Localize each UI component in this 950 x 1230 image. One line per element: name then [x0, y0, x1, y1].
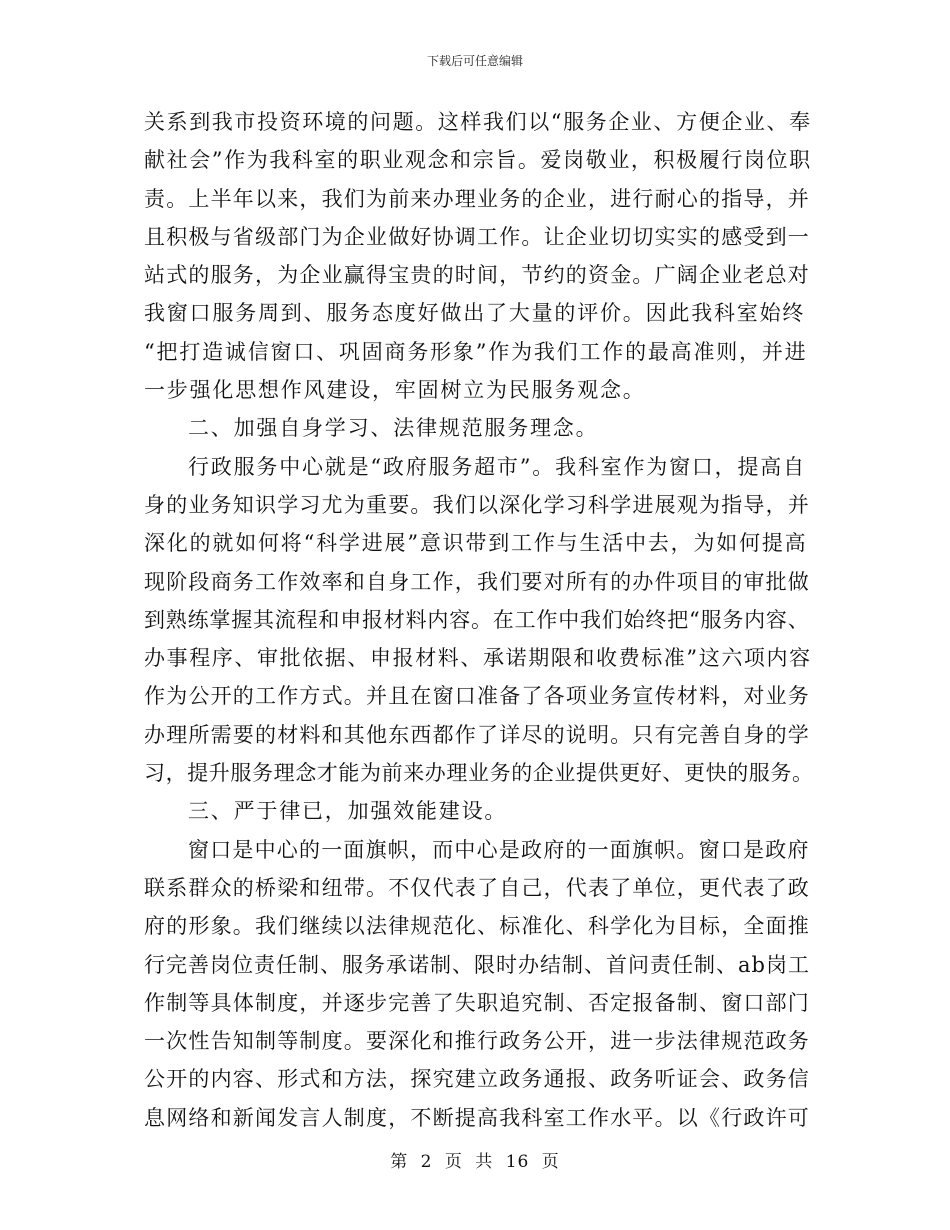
text-line: 身的业务知识学习尤为重要。我们以深化学习科学进展观为指导，并 — [144, 492, 810, 517]
text-line: 且积极与省级部门为企业做好协调工作。让企业切切实实的感受到一 — [144, 224, 810, 249]
text-line: 责。上半年以来，我们为前来办理业务的企业，进行耐心的指导，并 — [144, 186, 810, 211]
text-line: 联系群众的桥梁和纽带。不仅代表了自己，代表了单位，更代表了政 — [144, 875, 810, 900]
text-line: 息网络和新闻发言人制度，不断提高我科室工作水平。以《行政许可 — [144, 1105, 810, 1130]
document-body — [144, 103, 814, 1137]
text-line: 作制等具体制度，并逐步完善了失职追究制、否定报备制、窗口部门 — [144, 990, 810, 1015]
footer-total-pages: 16 — [505, 1152, 530, 1172]
text-line: 深化的就如何将“科学进展”意识带到工作与生活中去，为如何提高 — [144, 531, 808, 556]
text-line: 三、严于律已，加强效能建设。 — [188, 799, 508, 824]
text-line: 到熟练掌握其流程和申报材料内容。在工作中我们始终把“服务内容、 — [144, 607, 810, 632]
footer-page-word: 页 — [444, 1152, 463, 1172]
text-line: 习，提升服务理念才能为前来办理业务的企业提供更好、更快的服务。 — [144, 761, 814, 786]
page-footer — [0, 1151, 950, 1173]
footer-page-number: 2 — [420, 1152, 433, 1172]
text-line: 办事程序、审批依据、申报材料、承诺期限和收费标准”这六项内容 — [144, 646, 812, 671]
text-line: 关系到我市投资环境的问题。这样我们以“服务企业、方便企业、奉 — [144, 110, 812, 134]
text-line: 行完善岗位责任制、服务承诺制、限时办结制、首问责任制、ab岗工 — [144, 952, 810, 977]
footer-suffix: 页 — [541, 1152, 560, 1172]
text-line: 二、加强自身学习、法律规范服务理念。 — [188, 416, 599, 441]
footer-total-word: 共 — [475, 1152, 494, 1172]
text-line: 府的形象。我们继续以法律规范化、标准化、科学化为目标，全面推 — [144, 914, 810, 939]
text-line: 作为公开的工作方式。并且在窗口准备了各项业务宣传材料，对业务 — [144, 684, 810, 709]
text-line: 现阶段商务工作效率和自身工作，我们要对所有的办件项目的审批做 — [144, 569, 810, 594]
text-line: 一步强化思想作风建设，牢固树立为民服务观念。 — [144, 378, 646, 403]
text-line: 献社会”作为我科室的职业观念和宗旨。爱岗敬业，积极履行岗位职 — [144, 148, 812, 173]
text-line: 我窗口服务周到、服务态度好做出了大量的评价。因此我科室始终 — [144, 301, 806, 326]
text-line: 站式的服务，为企业赢得宝贵的时间，节约的资金。广阔企业老总对 — [144, 263, 810, 288]
text-line: 窗口是中心的一面旗帜，而中心是政府的一面旗帜。窗口是政府 — [188, 837, 810, 862]
text-line: 行政服务中心就是“政府服务超市”。我科室作为窗口，提高自 — [188, 454, 806, 479]
text-line: 一次性告知制等制度。要深化和推行政务公开，进一步法律规范政务 — [144, 1029, 810, 1054]
text-line: “把打造诚信窗口、巩固商务形象”作为我们工作的最高准则，并进 — [144, 339, 808, 364]
text-line: 公开的内容、形式和方法，探究建立政务通报、政务听证会、政务信 — [144, 1067, 810, 1092]
text-line: 办理所需要的材料和其他东西都作了详尽的说明。只有完善自身的学 — [144, 722, 810, 747]
footer-prefix: 第 — [390, 1152, 409, 1172]
page-header: 下载后可任意编辑 — [426, 54, 523, 68]
